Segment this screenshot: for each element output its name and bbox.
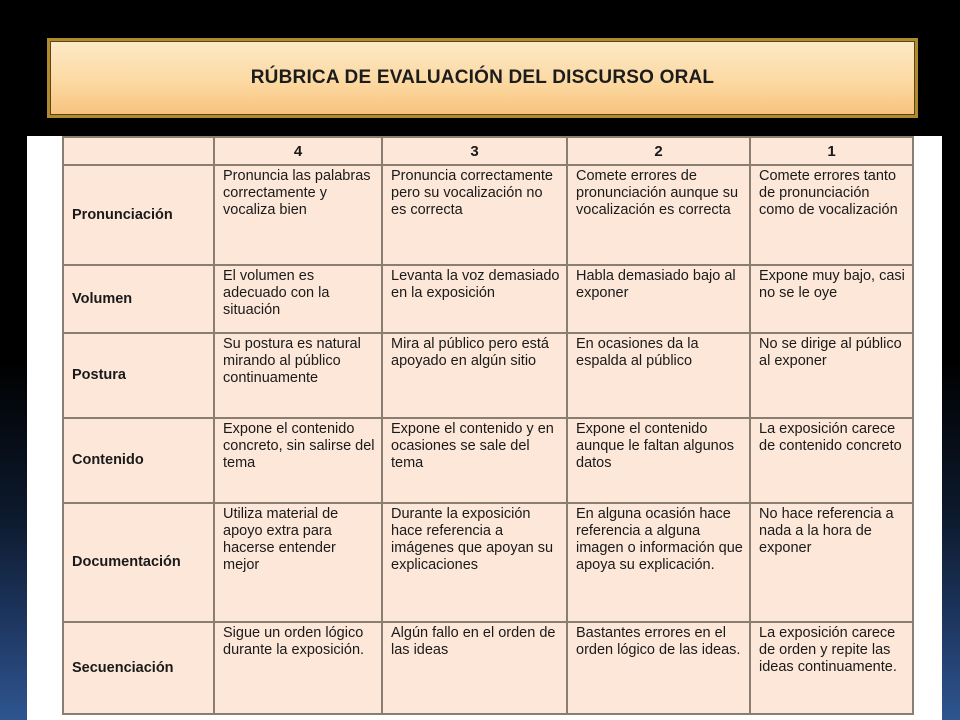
- header-row: [63, 137, 913, 165]
- criterion-pronunciacion: Pronunciación: [63, 165, 214, 265]
- table-cell: Su postura es natural mirando al público continuamente: [214, 333, 382, 418]
- table-cell: No se dirige al público al exponer: [750, 333, 913, 418]
- criterion-secuenciacion: Secuenciación: [63, 622, 214, 714]
- table-cell: Sigue un orden lógico durante la exposición.: [214, 622, 382, 714]
- header-cell-score-2: 2: [567, 137, 750, 165]
- table-cell: En alguna ocasión hace referencia a alguna imagen o información que apoya su explicación.: [567, 503, 750, 622]
- table-row: [63, 265, 913, 333]
- criterion-contenido: Contenido: [63, 418, 214, 503]
- header-cell-score-4: 4: [214, 137, 382, 165]
- table-row: [63, 622, 913, 714]
- table-cell: Expone el contenido y en ocasiones se sale del tema: [382, 418, 567, 503]
- table-cell: Expone el contenido concreto, sin salirse del tema: [214, 418, 382, 503]
- table-cell: Utiliza material de apoyo extra para hacerse entender mejor: [214, 503, 382, 622]
- slide-title-box: [47, 38, 918, 118]
- rubric-table: [62, 136, 914, 715]
- table-row: [63, 418, 913, 503]
- table-cell: No hace referencia a nada a la hora de exponer: [750, 503, 913, 622]
- table-cell: Durante la exposición hace referencia a imágenes que apoyan su explicaciones: [382, 503, 567, 622]
- criterion-volumen: Volumen: [63, 265, 214, 333]
- table-cell: La exposición carece de contenido concreto: [750, 418, 913, 503]
- table-cell: La exposición carece de orden y repite las ideas continuamente.: [750, 622, 913, 714]
- header-cell-score-1: 1: [750, 137, 913, 165]
- criterion-postura: Postura: [63, 333, 214, 418]
- slide-title: RÚBRICA DE EVALUACIÓN DEL DISCURSO ORAL: [250, 67, 715, 88]
- header-cell-empty: [63, 137, 214, 165]
- criterion-documentacion: Documentación: [63, 503, 214, 622]
- table-cell: Pronuncia las palabras correctamente y vocaliza bien: [214, 165, 382, 265]
- table-cell: Habla demasiado bajo al exponer: [567, 265, 750, 333]
- table-cell: En ocasiones da la espalda al público: [567, 333, 750, 418]
- table-cell: Pronuncia correctamente pero su vocalización no es correcta: [382, 165, 567, 265]
- table-cell: El volumen es adecuado con la situación: [214, 265, 382, 333]
- table-cell: Expone el contenido aunque le faltan algunos datos: [567, 418, 750, 503]
- table-cell: Comete errores tanto de pronunciación como de vocalización: [750, 165, 913, 265]
- table-row: [63, 333, 913, 418]
- table-cell: Bastantes errores en el orden lógico de las ideas.: [567, 622, 750, 714]
- table-cell: Expone muy bajo, casi no se le oye: [750, 265, 913, 333]
- table-cell: Comete errores de pronunciación aunque su vocalización es correcta: [567, 165, 750, 265]
- rubric-sheet: [27, 136, 942, 720]
- table-cell: Mira al público pero está apoyado en algún sitio: [382, 333, 567, 418]
- table-cell: Algún fallo en el orden de las ideas: [382, 622, 567, 714]
- header-cell-score-3: 3: [382, 137, 567, 165]
- table-row: [63, 165, 913, 265]
- table-cell: Levanta la voz demasiado en la exposición: [382, 265, 567, 333]
- table-row: [63, 503, 913, 622]
